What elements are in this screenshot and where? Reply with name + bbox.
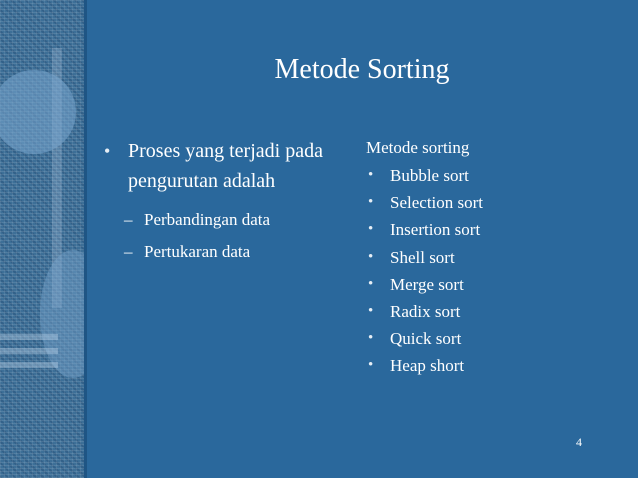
list-item: [366, 325, 626, 352]
bullet-icon: •: [368, 303, 374, 320]
right-column: [366, 134, 626, 380]
decorative-ellipse: [40, 250, 86, 378]
list-item: [366, 271, 626, 298]
list-item-text: Heap short: [390, 356, 465, 376]
list-heading: Metode sorting: [366, 138, 470, 157]
list-item-text: Bubble sort: [390, 166, 469, 185]
list-item: [366, 162, 626, 189]
list-item: [366, 216, 626, 243]
bullet-icon: •: [104, 141, 111, 161]
decorative-bar: [0, 348, 58, 354]
bullet-icon: •: [368, 167, 374, 183]
sub-bullet-list: [104, 204, 344, 268]
sub-bullet-text: Pertukaran data: [144, 242, 251, 261]
list-item: [366, 244, 626, 271]
decorative-bar: [0, 334, 58, 340]
list-item-text: Shell sort: [390, 247, 455, 267]
sub-bullet: [104, 204, 344, 236]
decorative-circle: [0, 70, 76, 154]
list-item-text: Quick sort: [390, 329, 462, 349]
list-item: [366, 352, 626, 379]
decorative-bar: [0, 362, 58, 368]
left-column: [104, 136, 344, 268]
decorative-band: [0, 0, 86, 478]
list-item-text: Merge sort: [390, 274, 464, 294]
bullet-text: Proses yang terjadi pada pengurutan adalah: [128, 140, 323, 192]
sub-bullet-text: Perbandingan data: [144, 210, 271, 229]
list-item-text: Insertion sort: [390, 220, 481, 240]
bullet-icon: •: [368, 221, 374, 238]
list-item-text: Radix sort: [390, 302, 461, 322]
dash-icon: –: [124, 210, 133, 229]
bullet-point: [104, 136, 344, 196]
bullet-icon: •: [368, 357, 374, 374]
list-item-text: Selection sort: [390, 193, 484, 213]
bullet-icon: •: [368, 248, 374, 265]
slide-title: Metode Sorting: [274, 54, 450, 85]
sub-bullet: [104, 236, 344, 268]
dash-icon: –: [124, 242, 133, 261]
page-number: 4: [576, 435, 582, 449]
bullet-icon: •: [368, 194, 374, 211]
list-item: [366, 298, 626, 325]
bullet-icon: •: [368, 275, 374, 292]
bullet-icon: •: [368, 330, 374, 347]
list-item: [366, 189, 626, 216]
